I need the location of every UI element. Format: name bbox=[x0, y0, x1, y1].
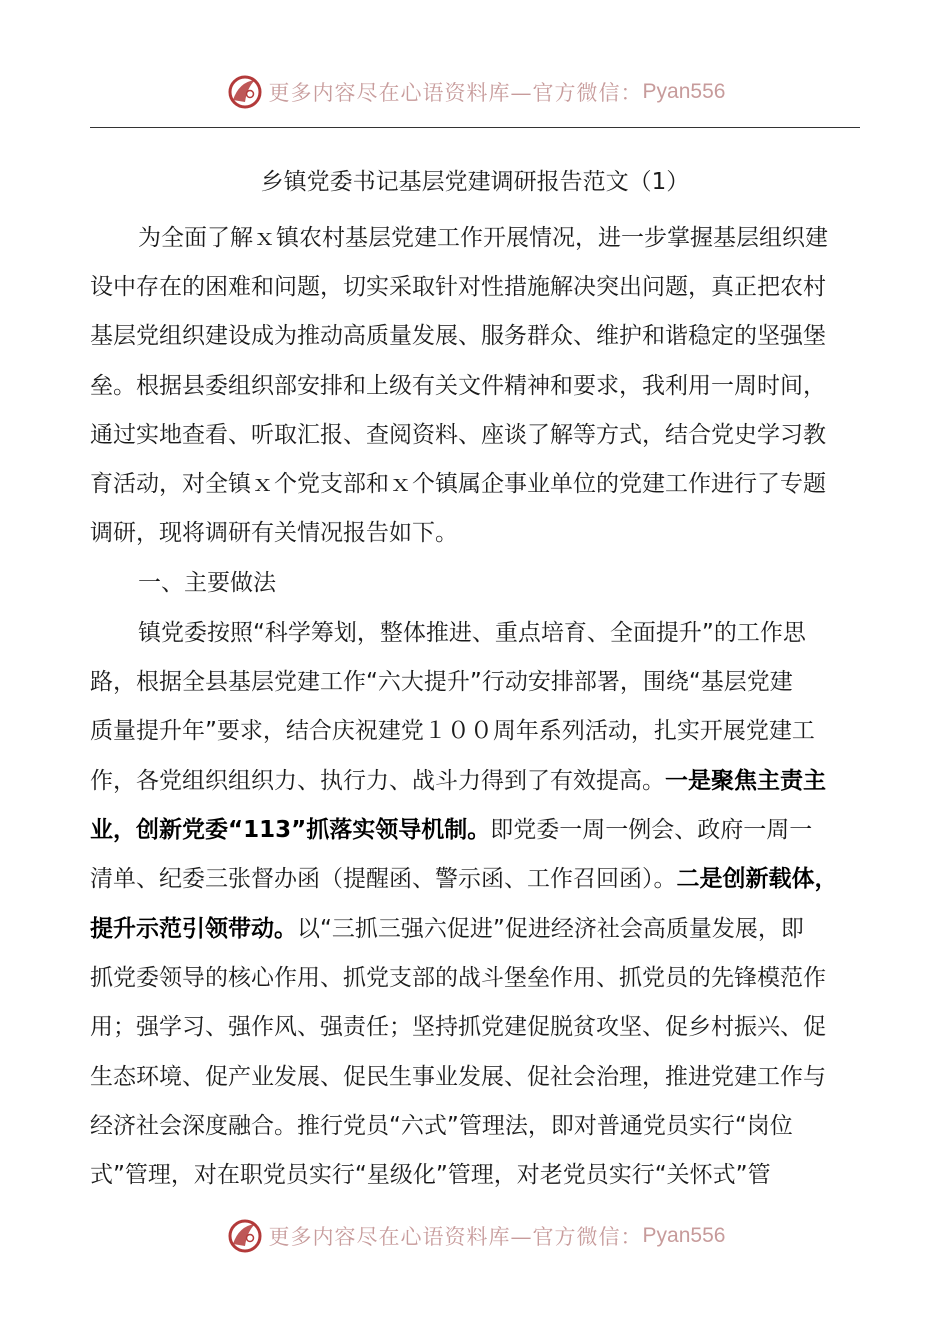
text-run: 作，各党组织组织力、执行力、战斗力得到了有效提高。 bbox=[90, 768, 665, 794]
section-heading: 一、主要做法 bbox=[138, 570, 276, 596]
text-run: 即党委一周一例会、政府一周一 bbox=[490, 817, 813, 843]
bold-point-2: 二是创新载体， bbox=[676, 866, 838, 892]
paragraph-line: 抓党委领导的核心作用、抓党支部的战斗堡垒作用、抓党员的先锋模范作 bbox=[90, 965, 826, 991]
paragraph-line bbox=[90, 765, 826, 797]
watermark-text: 更多内容尽在心语资料库—官方微信： bbox=[268, 1225, 643, 1249]
document-title: 乡镇党委书记基层党建调研报告范文（1） bbox=[260, 169, 690, 195]
paragraph-line: 基层党组织建设成为推动高质量发展、服务群众、维护和谐稳定的坚强堡 bbox=[90, 323, 826, 349]
paragraph-line: 式”管理，对在职党员实行“星级化”管理，对老党员实行“关怀式”管 bbox=[90, 1162, 771, 1188]
watermark-text: 更多内容尽在心语资料库—官方微信： bbox=[268, 81, 643, 105]
watermark-wechat-id: Pyan556 bbox=[642, 80, 726, 103]
paragraph-line: 路，根据全县基层党建工作“六大提升”行动安排部署，围绕“基层党建 bbox=[90, 669, 793, 695]
paragraph-line: 镇党委按照“科学筹划，整体推进、重点培育、全面提升”的工作思 bbox=[138, 620, 806, 646]
bold-point-2-cont: 提升示范引领带动。 bbox=[90, 916, 297, 942]
paragraph-line: 设中存在的困难和问题，切实采取针对性措施解决突出问题，真正把农村 bbox=[90, 274, 826, 300]
bold-point-1-cont: 业，创新党委“113”抓落实领导机制。 bbox=[90, 817, 491, 843]
paragraph-line: 用；强学习、强作风、强责任；坚持抓党建促脱贫攻坚、促乡村振兴、促 bbox=[90, 1014, 826, 1040]
paragraph-line: 垒。根据县委组织部安排和上级有关文件精神和要求，我利用一周时间， bbox=[90, 373, 826, 399]
header-watermark bbox=[0, 72, 950, 112]
watermark-wechat-id: Pyan556 bbox=[642, 1224, 726, 1247]
paragraph-line bbox=[90, 863, 838, 895]
paragraph-line: 生态环境、促产业发展、促民生事业发展、促社会治理，推进党建工作与 bbox=[90, 1064, 826, 1090]
brand-logo-icon bbox=[225, 1216, 265, 1256]
text-run: 清单、纪委三张督办函（提醒函、警示函、工作召回函）。 bbox=[90, 866, 677, 892]
paragraph-line: 经济社会深度融合。推行党员“六式”管理法，即对普通党员实行“岗位 bbox=[90, 1113, 793, 1139]
paragraph-line: 育活动，对全镇ｘ个党支部和ｘ个镇属企事业单位的党建工作进行了专题 bbox=[90, 471, 826, 497]
footer-watermark bbox=[0, 1216, 950, 1256]
brand-logo-icon bbox=[225, 72, 265, 112]
paragraph-line: 调研，现将调研有关情况报告如下。 bbox=[90, 520, 458, 546]
bold-point-1: 一是聚焦主责主 bbox=[665, 768, 826, 794]
paragraph-line: 质量提升年”要求，结合庆祝建党１００周年系列活动，扎实开展党建工 bbox=[90, 718, 815, 744]
paragraph-line bbox=[90, 913, 804, 945]
header-rule bbox=[90, 127, 860, 128]
paragraph-line bbox=[90, 814, 812, 846]
paragraph-line: 为全面了解ｘ镇农村基层党建工作开展情况，进一步掌握基层组织建 bbox=[138, 225, 828, 251]
text-run: 以“三抓三强六促进”促进经济社会高质量发展，即 bbox=[297, 916, 804, 942]
paragraph-line: 通过实地查看、听取汇报、查阅资料、座谈了解等方式，结合党史学习教 bbox=[90, 422, 826, 448]
